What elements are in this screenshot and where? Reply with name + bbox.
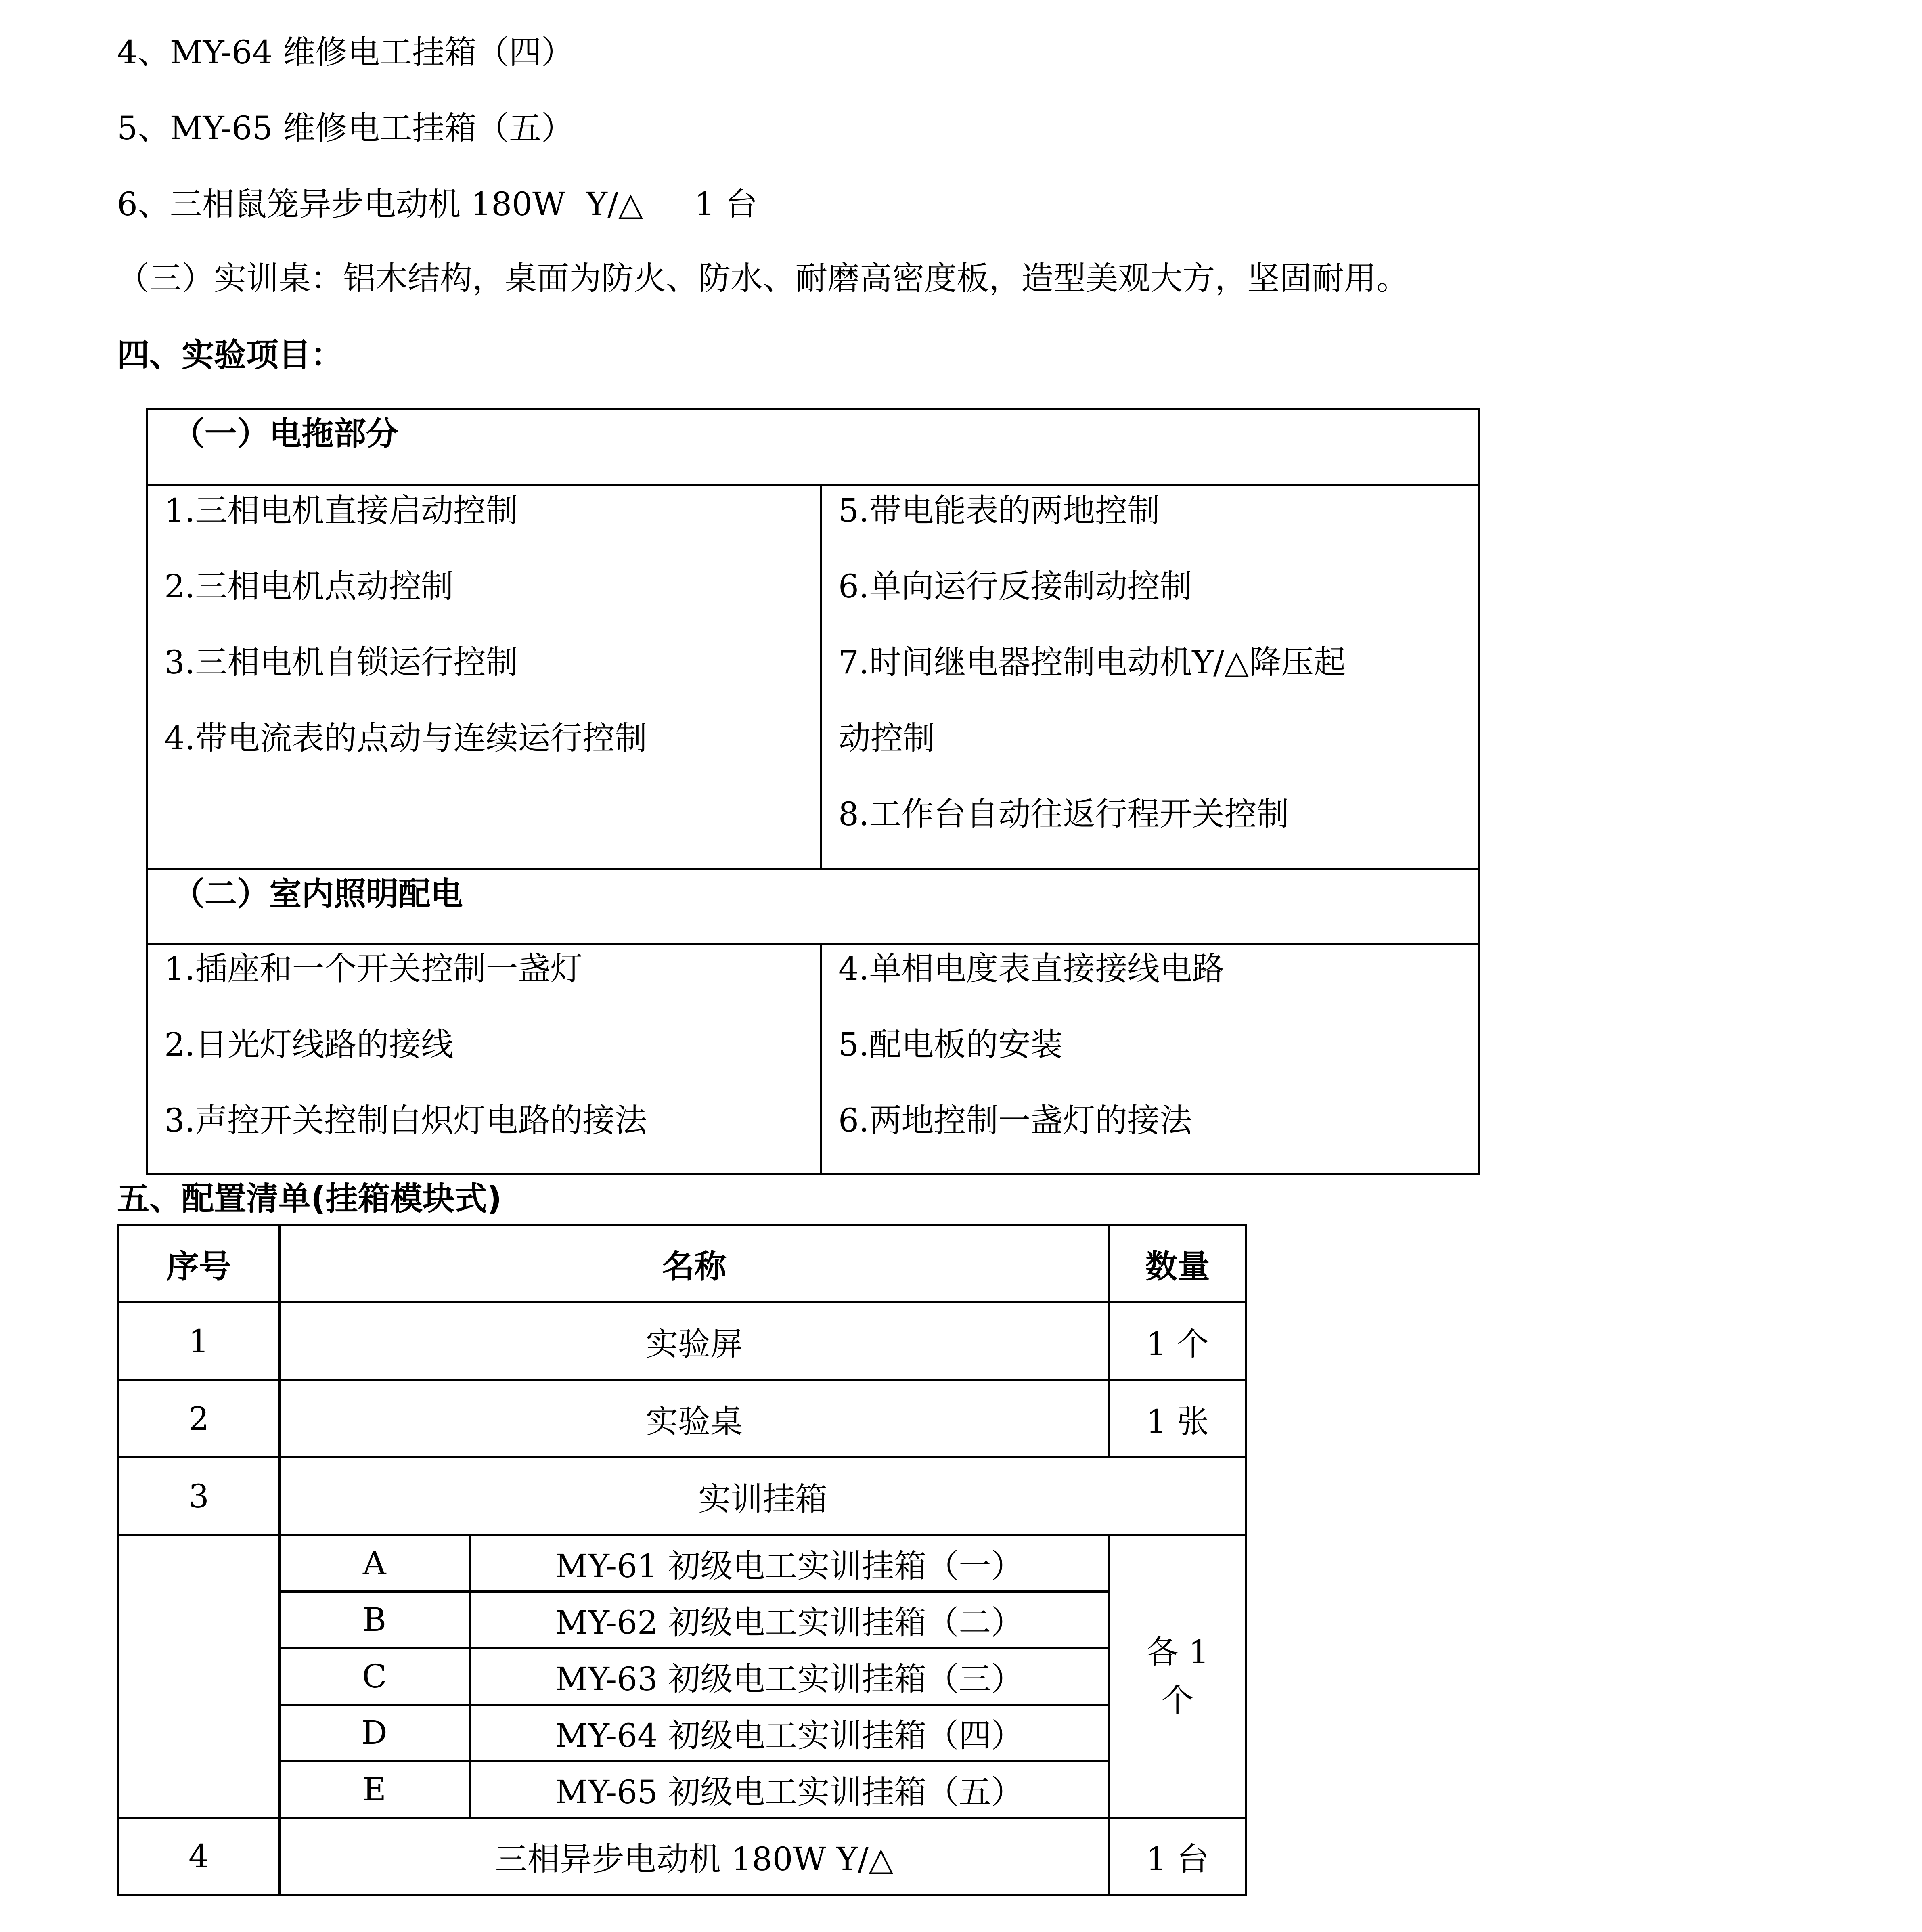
- sub-items-cell: [280, 1535, 1109, 1818]
- sub-item-name: MY-63 初级电工实训挂箱（三）: [469, 1648, 1108, 1705]
- part2-left-column: [148, 945, 822, 1172]
- header-qty: 数量: [1109, 1225, 1246, 1303]
- row-no: 3: [118, 1458, 280, 1535]
- list-item: 动控制: [838, 719, 935, 757]
- section5-title: 五、配置清单(挂箱模块式): [117, 1180, 502, 1217]
- experiment-table: [146, 408, 1480, 1175]
- column-divider: [820, 945, 822, 1175]
- row-no: 1: [118, 1303, 280, 1380]
- list-item: 6.两地控制一盏灯的接法: [838, 1102, 1192, 1139]
- list-item: 5.带电能表的两地控制: [838, 492, 1160, 529]
- row-name: 实验桌: [280, 1380, 1109, 1458]
- section4-title: 四、实验项目：: [117, 336, 343, 374]
- sub-item-code: E: [281, 1761, 469, 1817]
- list-item: 4.单相电度表直接接线电路: [838, 950, 1225, 987]
- intro-line-4: （三）实训桌：铝木结构，桌面为防火、防水、耐磨高密度板，造型美观大方，坚固耐用。: [117, 260, 1409, 297]
- list-item: 2.日光灯线路的接线: [164, 1026, 454, 1063]
- intro-line-3: 6、三相鼠笼异步电动机 180W Y/△ 1 台: [117, 185, 758, 223]
- table-row: [118, 1458, 1246, 1535]
- sub-item-name: MY-61 初级电工实训挂箱（一）: [469, 1536, 1108, 1592]
- header-no: 序号: [118, 1225, 280, 1303]
- row-no: 4: [118, 1818, 280, 1895]
- intro-line-1: 4、MY-64 维修电工挂箱（四）: [117, 34, 574, 71]
- row-qty: 1 台: [1109, 1818, 1246, 1895]
- sub-item-name: MY-64 初级电工实训挂箱（四）: [469, 1705, 1108, 1761]
- part1-title: （一）电拖部分: [148, 410, 1478, 486]
- sub-item-code: D: [281, 1705, 469, 1761]
- sub-items-row: [118, 1535, 1246, 1818]
- list-item: 3.三相电机自锁运行控制: [164, 643, 518, 681]
- table-row: [118, 1818, 1246, 1895]
- intro-line-2: 5、MY-65 维修电工挂箱（五）: [117, 109, 574, 147]
- list-item: 8.工作台自动往返行程开关控制: [838, 795, 1289, 833]
- row-no: 2: [118, 1380, 280, 1458]
- sub-item-code: B: [281, 1592, 469, 1648]
- list-item: 4.带电流表的点动与连续运行控制: [164, 719, 647, 757]
- list-item: 1.三相电机直接启动控制: [164, 492, 518, 529]
- list-item: 5.配电板的安装: [838, 1026, 1063, 1063]
- row-name: 实验屏: [280, 1303, 1109, 1380]
- row-qty: 1 张: [1109, 1380, 1246, 1458]
- row-name: 三相异步电动机 180W Y/△: [280, 1818, 1109, 1895]
- list-item: 3.声控开关控制白炽灯电路的接法: [164, 1102, 647, 1139]
- part2-title: （二）室内照明配电: [148, 868, 1478, 945]
- list-item: 7.时间继电器控制电动机Y/△降压起: [838, 643, 1346, 681]
- empty-cell: [118, 1535, 280, 1818]
- list-item: 1.插座和一个开关控制一盏灯: [164, 950, 583, 987]
- sub-items-qty: [1109, 1535, 1246, 1818]
- row-qty: 1 个: [1109, 1303, 1246, 1380]
- row-name: 实训挂箱: [280, 1458, 1246, 1535]
- column-divider: [820, 486, 822, 868]
- part1-left-column: [148, 486, 822, 790]
- sub-item-name: MY-65 初级电工实训挂箱（五）: [555, 1773, 1024, 1811]
- sub-qty-line2: 个: [1161, 1681, 1194, 1719]
- table-header-row: [118, 1225, 1246, 1303]
- part1-right-column: [822, 486, 1480, 866]
- sub-item-name: MY-62 初级电工实训挂箱（二）: [469, 1592, 1108, 1648]
- part2-right-column: [822, 945, 1480, 1172]
- sub-items-table: [281, 1536, 1108, 1817]
- list-item: 6.单向运行反接制动控制: [838, 568, 1192, 605]
- list-item: 2.三相电机点动控制: [164, 568, 454, 605]
- config-table: [117, 1224, 1247, 1896]
- table-row: [118, 1303, 1246, 1380]
- header-name: 名称: [280, 1225, 1109, 1303]
- sub-qty-line1: 各 1: [1146, 1633, 1209, 1671]
- sub-item-code: C: [281, 1648, 469, 1705]
- sub-item-code: A: [281, 1536, 469, 1592]
- table-row: [118, 1380, 1246, 1458]
